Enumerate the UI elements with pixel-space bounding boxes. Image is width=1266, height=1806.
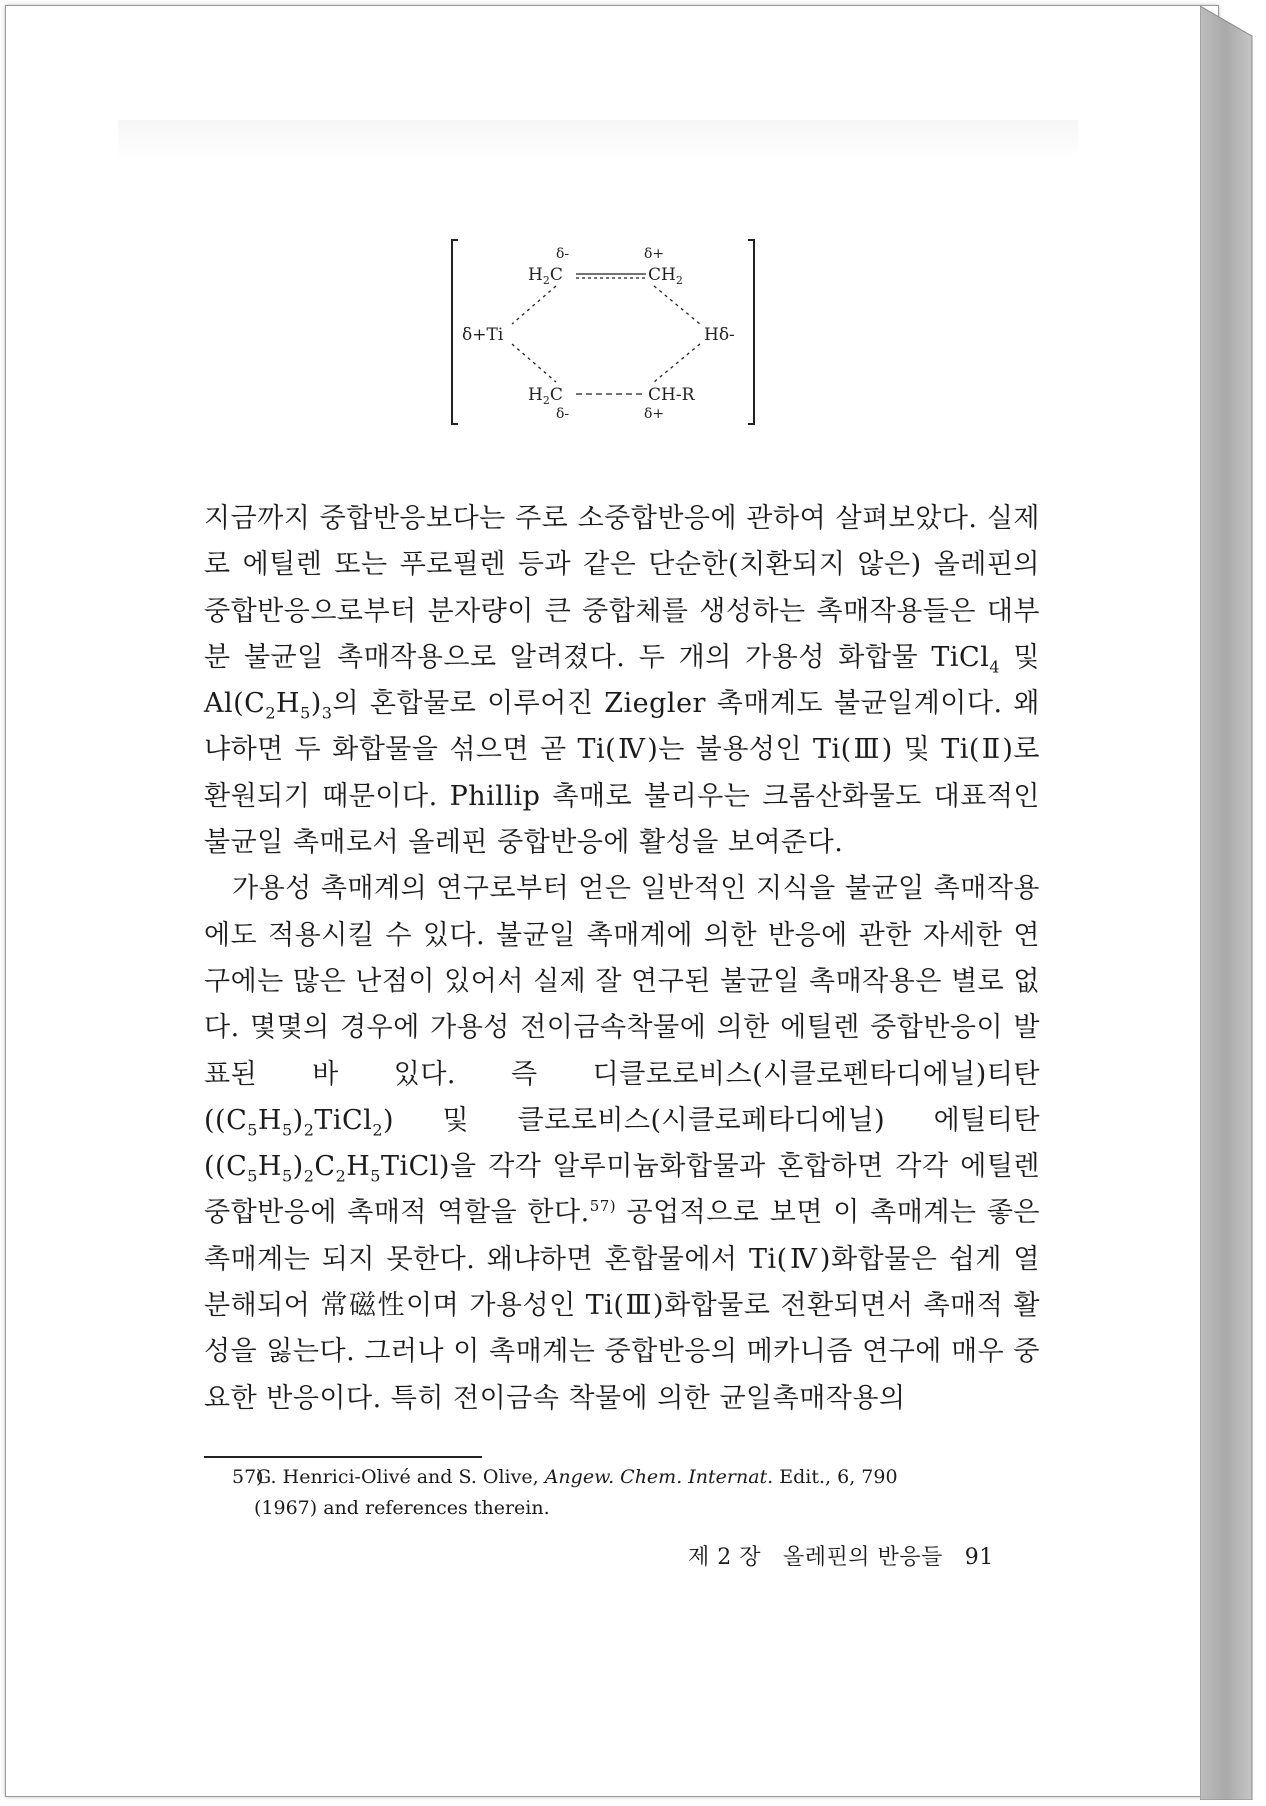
titanium-center: δ+Ti: [462, 325, 504, 345]
transition-state-formula: [448, 234, 758, 434]
bond-ti-bottom: [512, 344, 556, 382]
group-top-left: $H_2C$: [528, 265, 563, 287]
group-bottom-right: CH-R: [648, 385, 695, 405]
hydrogen-atom: Hδ-: [704, 325, 735, 345]
chapter-label: 제 2 장: [688, 1545, 761, 1570]
footnote: [234, 1462, 1034, 1524]
scan-shading: [118, 120, 1078, 160]
chapter-title: 올레핀의 반응들: [783, 1545, 943, 1570]
bond-ti-top: [512, 286, 556, 324]
footnote-line-1: 57) G. Henrici-Olivé and S. Olive, Angew. Chem. Internat. Edit., 6, 790: [234, 1462, 1034, 1493]
footnote-number: 57): [232, 1466, 264, 1488]
charge-top-right: δ+: [644, 246, 665, 262]
running-footer: [688, 1540, 994, 1571]
right-bracket: [748, 240, 754, 424]
footnote-reference[interactable]: 57): [589, 1197, 617, 1216]
charge-bottom-left: δ-: [556, 406, 570, 422]
formula-svg: [448, 234, 758, 434]
book-spine: [1200, 6, 1258, 1800]
bond-h-bottom: [654, 344, 700, 382]
footnote-rule: [204, 1456, 482, 1458]
group-top-right: $CH_2$: [648, 265, 683, 287]
body-text: [204, 496, 1040, 1422]
paragraph-1: 지금까지 중합반응보다는 주로 소중합반응에 관하여 살펴보았다. 실제로 에틸렌 또는 푸로필렌 등과 같은 단순한(치환되지 않은) 올레핀의 중합반응으로부터 분자량이 큰 중합체를 생성하는 촉매작용들은 대부분 불균일 촉매작용으로 알려졌다. 두 개의 가용성 화합물 TiCl$_4$ 및 $Al(C_2H_5)_3$의 혼합물로 이루어진 Ziegler 촉매계도 불균일계이다. 왜냐하면 두 화합물을 섞으면 곧 Ti(Ⅳ)는 불용성인 Ti(Ⅲ) 및 Ti(Ⅱ)로 환원되기 때문이다. Phillip 촉매로 불리우는 크롬산화물도 대표적인 불균일 촉매로서 올레핀 중합반응에 활성을 보여준다.: [204, 503, 1040, 859]
bond-h-top: [654, 286, 700, 324]
paragraph-2: 가용성 촉매계의 연구로부터 얻은 일반적인 지식을 불균일 촉매작용에도 적용시킬 수 있다. 불균일 촉매계에 의한 반응에 관한 자세한 연구에는 많은 난점이 있어서 실제 잘 연구된 불균일 촉매작용은 별로 없다. 몇몇의 경우에 가용성 전이금속착물에 의한 에틸렌 중합반응이 발표된 바 있다. 즉 디클로로비스(시클로펜타디에닐)티탄$((C_5H_5)_2TiCl_2)$ 및 클로로비스(시클로페타디에닐) 에틸티탄$((C_5H_5)_2C_2H_5TiCl)$을 각각 알루미늄화합물과 혼합하면 각각 에틸렌 중합반응에 촉매적 역할을 한다.$^{57)}$ 공업적으로 보면 이 촉매계는 좋은 촉매계는 되지 못한다. 왜냐하면 혼합물에서 Ti(Ⅳ)화합물은 쉽게 열분해되어 常磁性이며 가용성인 Ti(Ⅲ)화합물로 전환되면서 촉매적 활성을 잃는다. 그러나 이 촉매계는 중합반응의 메카니즘 연구에 매우 중요한 반응이다. 특히 전이금속 착물에 의한 균일촉매작용의: [204, 873, 1040, 1414]
charge-top-left: δ-: [556, 246, 570, 262]
charge-bottom-right: δ+: [644, 406, 665, 422]
footnote-line-2: (1967) and references therein.: [254, 1497, 550, 1519]
page-number: 91: [964, 1545, 994, 1570]
left-bracket: [452, 240, 458, 424]
group-bottom-left: $H_2C$: [528, 385, 563, 407]
